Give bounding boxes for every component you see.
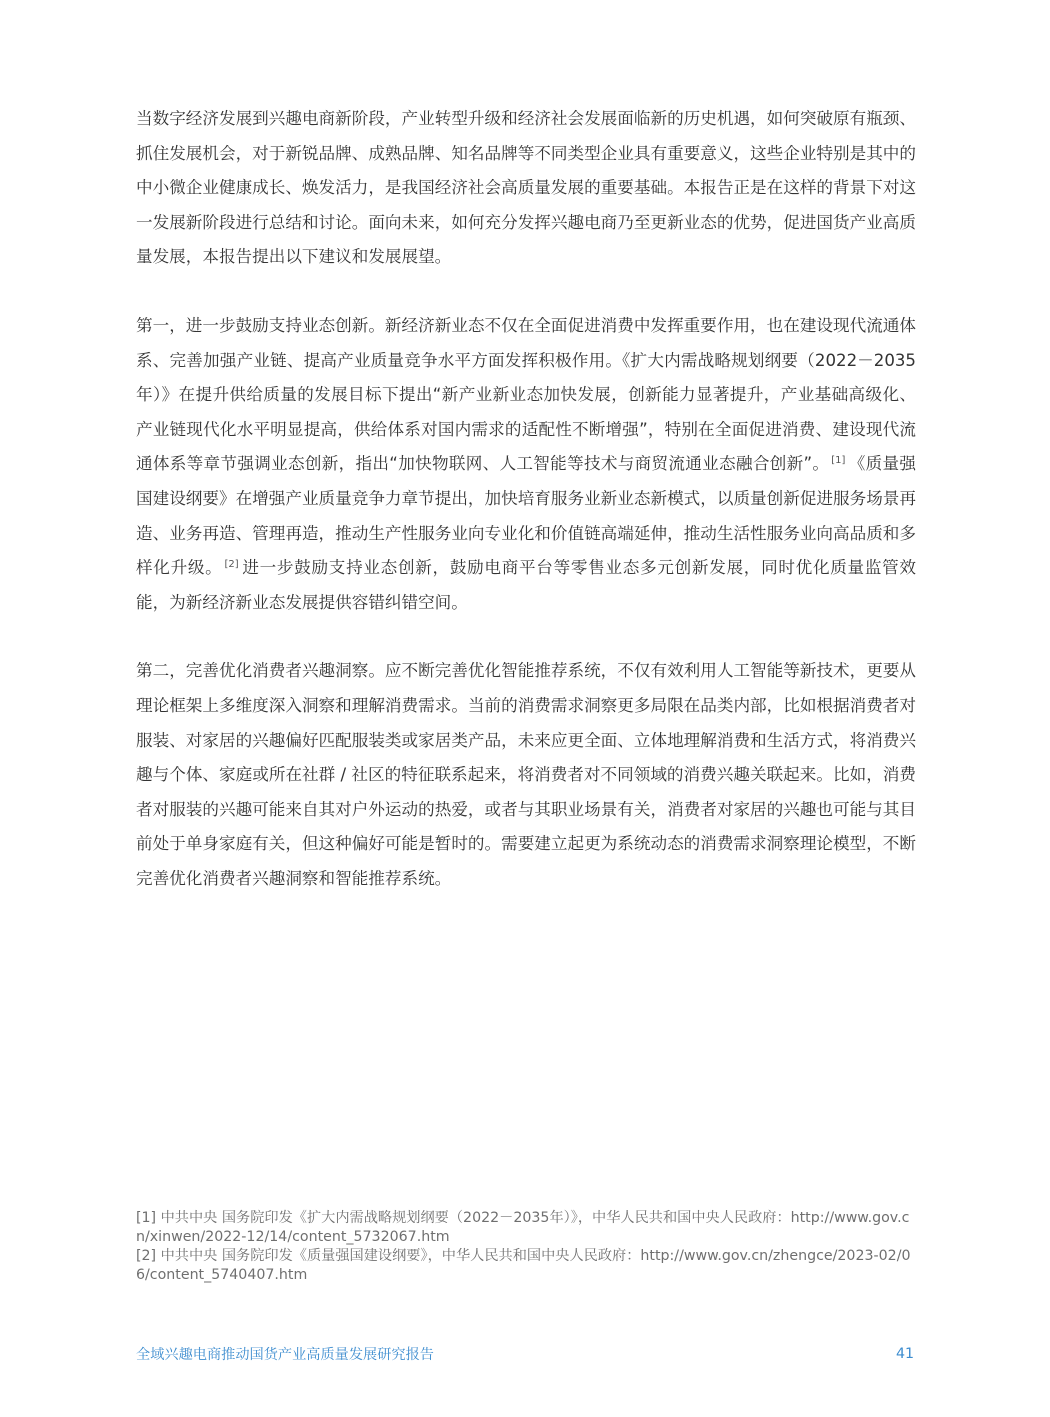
page-number: 41 xyxy=(895,1346,914,1362)
paragraph-text-segment: 《质量强国建设纲要》在增强产业质量竞争力章节提出，加快培育服务业新业态新模式，以质量创新促进服务场景再造、业务再造、管理再造，推动生产性服务业向专业化和价值链高端延伸，推动生活性服务业向高品质和多样化升级。 xyxy=(136,454,917,578)
page-footer xyxy=(136,1344,914,1364)
footnote-ref-2[interactable]: [2] xyxy=(224,558,239,570)
paragraph-text-segment: 进一步鼓励支持业态创新，鼓励电商平台等零售业态多元创新发展，同时优化质量监管效能，为新经济新业态发展提供容错纠错空间。 xyxy=(136,558,917,612)
footnote-ref-1[interactable]: [1] xyxy=(831,454,846,466)
footnotes xyxy=(136,1209,916,1285)
footnote-1: [1] 中共中央 国务院印发《扩大内需战略规划纲要（2022－2035年）》，中华人民共和国中央人民政府：http://www.gov.cn/xinwen/2022-12/14/content_5732067.htm xyxy=(136,1210,910,1245)
footer-report-title: 全域兴趣电商推动国货产业高质量发展研究报告 xyxy=(136,1347,434,1363)
paragraph-text-segment: 第一，进一步鼓励支持业态创新。新经济新业态不仅在全面促进消费中发挥重要作用，也在建设现代流通体系、完善加强产业链、提高产业质量竞争水平方面发挥积极作用。《扩大内需战略规划纲要（2022－2035年）》在提升供给质量的发展目标下提出“新产业新业态加快发展，创新能力显著提升，产业基础高级化、产业链现代化水平明显提高，供给体系对国内需求的适配性不断增强”，特别在全面促进消费、建设现代流通体系等章节强调业态创新，指出“加快物联网、人工智能等技术与商贸流通业态融合创新”。 xyxy=(136,315,916,474)
main-body xyxy=(136,102,916,930)
footnote-2: [2] 中共中央 国务院印发《质量强国建设纲要》，中华人民共和国中央人民政府：http://www.gov.cn/zhengce/2023-02/06/content_5740407.htm xyxy=(136,1248,911,1283)
paragraph-intro: 当数字经济发展到兴趣电商新阶段，产业转型升级和经济社会发展面临新的历史机遇，如何突破原有瓶颈、抓住发展机会，对于新锐品牌、成熟品牌、知名品牌等不同类型企业具有重要意义，这些企业特别是其中的中小微企业健康成长、焕发活力，是我国经济社会高质量发展的重要基础。本报告正是在这样的背景下对这一发展新阶段进行总结和讨论。面向未来，如何充分发挥兴趣电商乃至更新业态的优势，促进国货产业高质量发展，本报告提出以下建议和发展展望。 xyxy=(136,109,916,267)
paragraph-second-recommendation: 第二，完善优化消费者兴趣洞察。应不断完善优化智能推荐系统，不仅有效利用人工智能等新技术，更要从理论框架上多维度深入洞察和理解消费需求。当前的消费需求洞察更多局限在品类内部，比如根据消费者对服装、对家居的兴趣偏好匹配服装类或家居类产品，未来应更全面、立体地理解消费和生活方式，将消费兴趣与个体、家庭或所在社群 / 社区的特征联系起来，将消费者对不同领域的消费兴趣关联起来。比如，消费者对服装的兴趣可能来自其对户外运动的热爱，或者与其职业场景有关，消费者对家居的兴趣也可能与其目前处于单身家庭有关，但这种偏好可能是暂时的。需要建立起更为系统动态的消费需求洞察理论模型，不断完善优化消费者兴趣洞察和智能推荐系统。 xyxy=(136,661,916,888)
paragraph-first-recommendation xyxy=(136,309,916,620)
